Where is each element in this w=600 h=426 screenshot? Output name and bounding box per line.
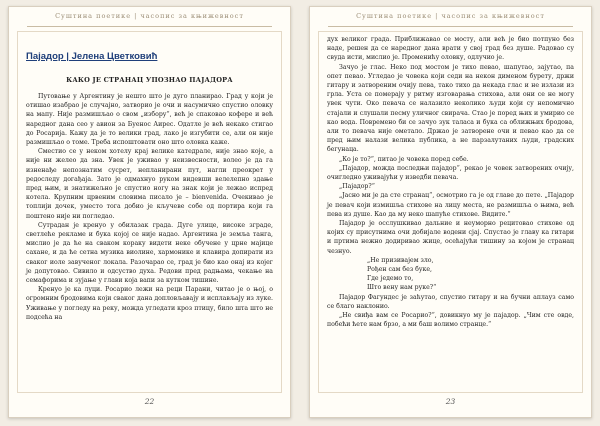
chapter-heading: КАКО ЈЕ СТРАНАЦ УПОЗНАО ПАЈАДОРА [66,76,233,84]
dialogue-line: „Пајадор?“ [339,183,375,191]
right-page [309,6,592,418]
poem-line: Где једемо то, [367,275,414,283]
paragraph: Пајадор Фагундес је заћутао, спустио гитару и на бучни аплауз само се благо наклонио. [327,293,574,310]
paragraph: Путовање у Аргентину је нешто што је дуго планирао. Град у који је отишао изабрао је случајно, затворио је очи и насумично спустио оловку на мапу. Није размишљао о свом „избору“, већ је спаковао кофере и већ наредног дана сео у авион за Буенос Аирес. Одатле је већ некако стигао до Росарија. Кажу да је то велики град, лако је изгубити се, али он није размишљао о томе. Треба испоштовати оно што оловка каже. [26,93,273,147]
running-header: Суштина поетике | часопис за књижевност [55,12,244,20]
paragraph: Зачуо је глас. Неко под мостом је тихо певао, шапутао, зајутао, па опет певао. Угледао је човека који седи на некон дименом бурету, држи гитару и затвореним очију пева, тако тихо да некада глас и не излази из грла. Уста се померају у ритму изговарања стихова, али они се не могу увек чути. Око певача се налазило неколико људи који су непомично стајали и слушали песму уличног свирача. Стао је поред њих и умирио се као вода. Повремено би се зачуо зук таласа и бука са оближњих бродова, али то певача није ометало. Држао је затворене очи и певао као да се пред њим налази велика публика, а не парзалутаних људи, градских бегунаца. [327,63,574,154]
dialogue-line: „Јасно ми је да сте странац“, осмотрио га је од главе до пете. „Пајадор је певач који измишља стихове на лицу места, не размишља о њима, већ пева из душе. Као да му неко шапуће стихове. Видите.“ [327,192,574,218]
right-body-text [327,35,574,330]
running-header: Суштина поетике | часопис за књижевност [356,12,545,20]
paragraph: дух великог града. Приближавао се мосту, али већ је био потпуно без наде, решен да се наредног дана врати у свој град без душе. Радовао су свуда исти, мислио је. Променићу оловку, одлучио је. [327,36,574,62]
paragraph: Сутрадан је кренуо у обилазак града. Дуге улице, високе зграде, светлеће рекламе и бука којој се није надао. Аргентина је земља танга, мислио је да ће на сваком корaку видети неке обучене у црне мајице сахане, и да ће сетна музика виолине, хармонике и клавира допирати из сваког иоле завученог локала. Разочарао се, град је био као онај из којег је допутовао. Сивило и одсуство духа. Редови пред радњама, чекање на семафорима и зујање у глави која вапи за кутком тишине. [26,221,273,285]
paragraph: Пајадор је осслушкивао дальние и неуморно рецитовао стихове од којих су присутнима очи добијале водени сјај. Спустао је главу ка гитари и пртима нежно додиривао жице, осећајући тишину за којом је странац чезнуо. [327,220,574,255]
page-number: 22 [144,397,155,406]
paragraph: Сместио се у неком хотелу крај велике катедрале, није знао које, а није ни желео да зна. Увек је уживао у неизвесности, волео је да га изненађе непознатим сусрет, непланирани пут, нагли преокрет у редоследу догађаја. Зато је одмахнуо руком видевши велелепно здање пред њим, и знатижељно је спустио ногу на знак који је лежао испред котела. Крупним црвеним словима писало је – bienvenida. Очекивао је топлији дочек, уместо тога добио је кључеве собе од портира који га поштено није ни погледао. [26,148,273,220]
poem-line: Што вену нам руке?“ [367,284,437,292]
dialogue-line: „Не свиђа вам се Росарио?“, довикнуо му је пајадор. „Чим сте овде, побећи ћете нам брзо, а ми баш волимо странце.“ [327,312,574,329]
article-title: Пајадор | Јелена Цветковић [26,51,158,62]
left-body-text [26,92,273,322]
dialogue-line: „Ко је то?“, питао је човека поред себе. [339,155,469,163]
header-rule [328,26,573,27]
poem-line: „Не призивајем зло, [367,256,434,264]
header-rule [27,26,272,27]
left-page [8,6,291,418]
page-number: 23 [445,397,456,406]
dialogue-line: „Пајадор, можда последњи пајадор“, рекао је човек затворених очију, очигледно уживајући у изведби певача. [327,164,574,182]
paragraph: Кренуо је ка луци. Росарио лежи на реци Парани, читао је о њој, о огромним бродовима који сваког дана допловљавају и исплављају из луке. Уживање у погледу на реку, можда угледати кроз птицу, било шта што не подсећа на [26,286,273,321]
poem-line: Рођен сам без буке, [367,266,433,274]
